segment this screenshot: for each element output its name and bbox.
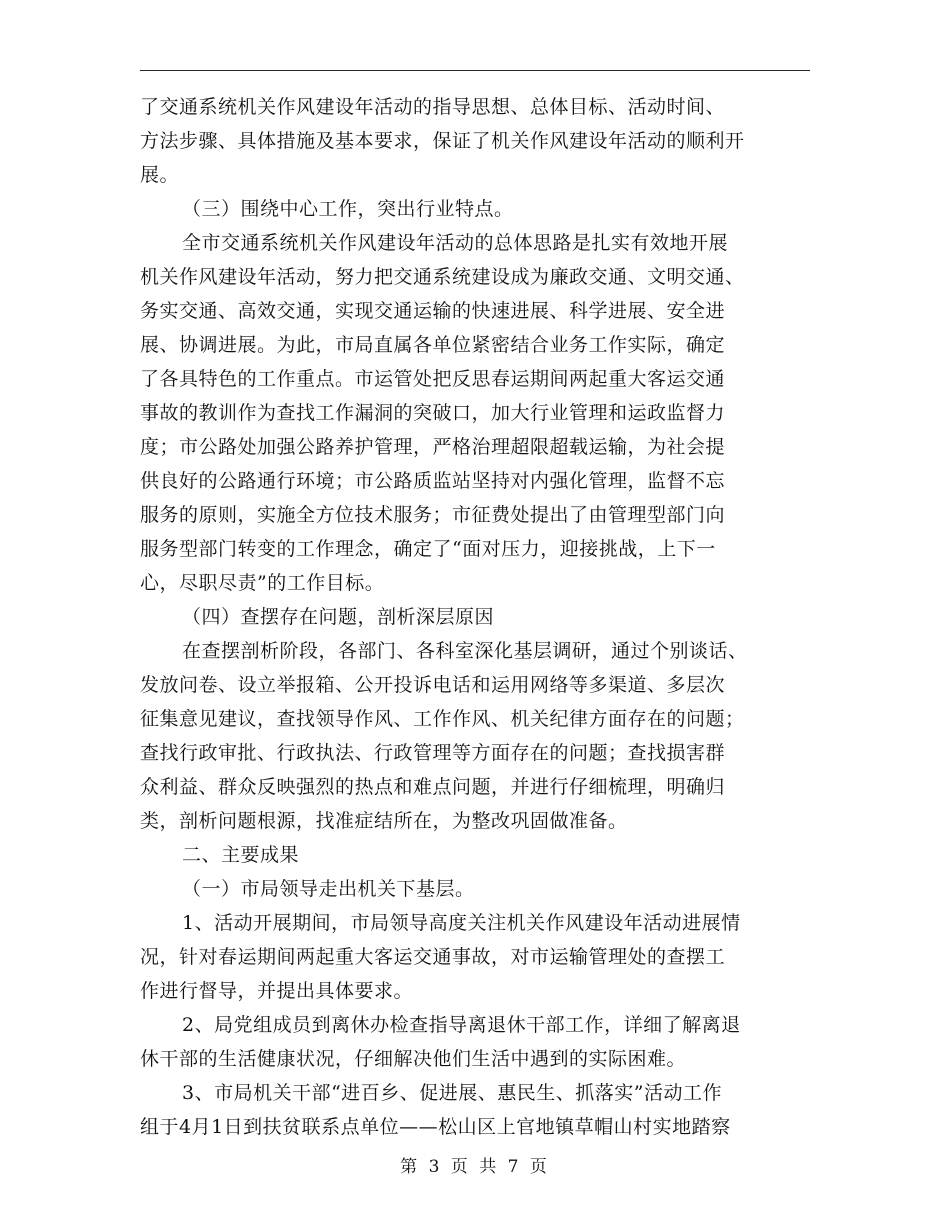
body-line: 1、活动开展期间，市局领导高度关注机关作风建设年活动进展情 — [182, 912, 741, 934]
body-line: 3、市局机关干部“进百乡、促进展、惠民生、抓落实”活动工作 — [182, 1082, 723, 1104]
body-line: 了交通系统机关作风建设年活动的指导思想、总体目标、活动时间、 — [140, 96, 726, 118]
body-line: 众利益、群众反映强烈的热点和难点问题，并进行仔细梳理，明确归 — [140, 776, 726, 798]
body-line: 度；市公路处加强公路养护管理，严格治理超限超载运输，为社会提 — [140, 436, 726, 458]
body-line: 休干部的生活健康状况，仔细解决他们生活中遇到的实际困难。 — [140, 1048, 687, 1070]
page-number-footer: 第 3 页 共 7 页 — [400, 1157, 550, 1177]
body-text — [140, 90, 820, 1144]
body-line: 作进行督导，并提出具体要求。 — [140, 980, 414, 1002]
body-line: 况，针对春运期间两起重大客运交通事故，对市运输管理处的查摆工 — [140, 946, 726, 968]
body-line: 方法步骤、具体措施及基本要求，保证了机关作风建设年活动的顺利开 — [140, 130, 745, 152]
body-line: 组于4月1日到扶贫联系点单位——松山区上官地镇草帽山村实地踏察 — [140, 1116, 731, 1138]
body-line: 2、局党组成员到离休办检查指导离退休干部工作，详细了解离退 — [182, 1014, 741, 1036]
body-line: 事故的教训作为查找工作漏洞的突破口，加大行业管理和运政监督力 — [140, 402, 726, 424]
body-line: 务实交通、高效交通，实现交通运输的快速进展、科学进展、安全进 — [140, 300, 726, 322]
body-line: 服务的原则，实施全方位技术服务；市征费处提出了由管理型部门向 — [140, 504, 726, 526]
body-line: 查找行政审批、行政执法、行政管理等方面存在的问题；查找损害群 — [140, 742, 726, 764]
body-line: 服务型部门转变的工作理念，确定了“面对压力，迎接挑战，上下一 — [140, 538, 716, 560]
section-heading: （四）查摆存在问题，剖析深层原因 — [182, 606, 495, 628]
body-line: 机关作风建设年活动，努力把交通系统建设成为廉政交通、文明交通、 — [140, 266, 745, 288]
body-line: 全市交通系统机关作风建设年活动的总体思路是扎实有效地开展 — [182, 232, 729, 254]
body-line: 了各具特色的工作重点。市运管处把反思春运期间两起重大客运交通 — [140, 368, 726, 390]
body-line: 展、协调进展。为此，市局直属各单位紧密结合业务工作实际，确定 — [140, 334, 726, 356]
section-heading: 二、主要成果 — [182, 844, 300, 866]
body-line: 心，尽职尽责”的工作目标。 — [140, 572, 385, 594]
header-rule — [140, 70, 810, 71]
body-line: 征集意见建议，查找领导作风、工作作风、机关纪律方面存在的问题； — [140, 708, 745, 730]
section-heading: （三）围绕中心工作，突出行业特点。 — [182, 198, 514, 220]
body-line: 发放问卷、设立举报箱、公开投诉电话和运用网络等多渠道、多层次 — [140, 674, 726, 696]
body-line: 在查摆剖析阶段，各部门、各科室深化基层调研，通过个别谈话、 — [182, 640, 748, 662]
body-line: 展。 — [140, 164, 180, 186]
body-line: 类，剖析问题根源，找准症结所在，为整改巩固做准备。 — [140, 810, 628, 832]
section-heading: （一）市局领导走出机关下基层。 — [182, 878, 475, 900]
body-line: 供良好的公路通行环境；市公路质监站坚持对内强化管理，监督不忘 — [140, 470, 726, 492]
